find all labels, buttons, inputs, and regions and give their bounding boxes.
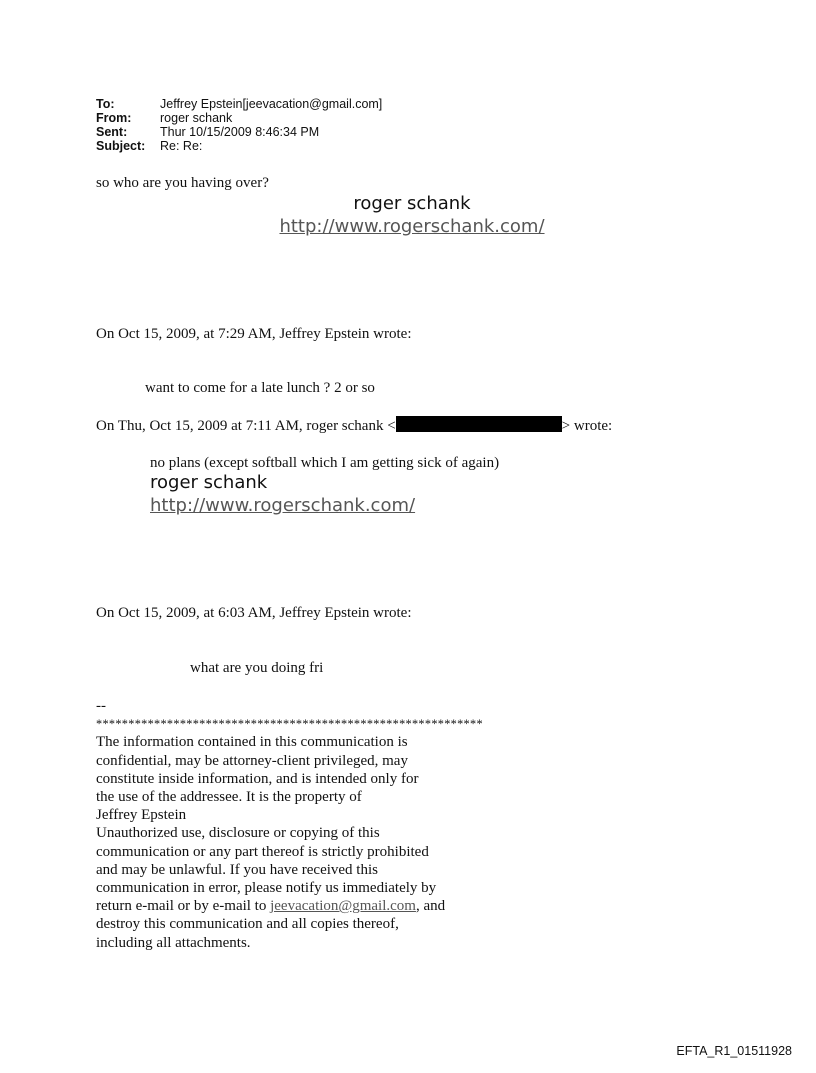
email-header <box>96 97 516 155</box>
to-value: Jeffrey Epstein[jeevacation@gmail.com] <box>160 97 383 111</box>
quote2-header-pre: On Thu, Oct 15, 2009 at 7:11 AM, roger schank < <box>96 418 396 434</box>
from-label: From: <box>96 111 132 125</box>
signature-name: roger schank <box>353 193 471 214</box>
reply-text: so who are you having over? <box>96 175 269 191</box>
disclaimer-line <box>96 897 483 915</box>
quote2-text: no plans (except softball which I am getting sick of again) <box>150 455 500 471</box>
disclaimer-line: communication in error, please notify us immediately by <box>96 880 437 897</box>
quote3-header: On Oct 15, 2009, at 6:03 AM, Jeffrey Epstein wrote: <box>96 605 412 621</box>
disclaimer-line: communication or any part thereof is strictly prohibited <box>96 843 429 860</box>
disclaimer-email-link[interactable]: jeevacation@gmail.com <box>270 898 416 915</box>
sent-value: Thur 10/15/2009 8:46:34 PM <box>160 125 320 139</box>
disclaimer-line: The information contained in this communication is <box>96 734 408 751</box>
quote2-header-post: > wrote: <box>561 418 613 434</box>
subject-value: Re: Re: <box>160 139 203 153</box>
from-value: roger schank <box>160 111 233 125</box>
quote2-signature-name: roger schank <box>150 472 268 493</box>
signature-url-link[interactable]: http://www.rogerschank.com/ <box>279 216 545 237</box>
disclaimer-line: and may be unlawful. If you have received this <box>96 861 378 878</box>
quote1-text: want to come for a late lunch ? 2 or so <box>145 380 375 396</box>
disclaimer-stars: ************************************************************ <box>96 717 483 732</box>
disclaimer-dashes: -- <box>96 698 106 714</box>
quote2-signature-url-link[interactable]: http://www.rogerschank.com/ <box>150 495 416 516</box>
quote1-header: On Oct 15, 2009, at 7:29 AM, Jeffrey Epstein wrote: <box>96 326 412 342</box>
disclaimer-line-post: , and <box>415 898 446 915</box>
subject-label: Subject: <box>96 139 146 153</box>
disclaimer-block <box>96 697 483 952</box>
disclaimer-line: Unauthorized use, disclosure or copying of this <box>96 825 380 842</box>
redaction-block <box>396 416 562 432</box>
quote2-header <box>96 416 612 435</box>
disclaimer-line: constitute inside information, and is intended only for <box>96 770 419 787</box>
disclaimer-line: the use of the addressee. It is the property of <box>96 789 362 806</box>
disclaimer-line: including all attachments. <box>96 934 251 951</box>
quote3-text: what are you doing fri <box>190 660 324 676</box>
disclaimer-line: confidential, may be attorney-client privileged, may <box>96 752 408 769</box>
to-label: To: <box>96 97 115 111</box>
sent-label: Sent: <box>96 125 128 139</box>
disclaimer-line: destroy this communication and all copies thereof, <box>96 916 399 933</box>
disclaimer-line-pre: return e-mail or by e-mail to <box>96 898 271 915</box>
document-id: EFTA_R1_01511928 <box>676 1044 792 1058</box>
disclaimer-line: Jeffrey Epstein <box>96 807 187 824</box>
